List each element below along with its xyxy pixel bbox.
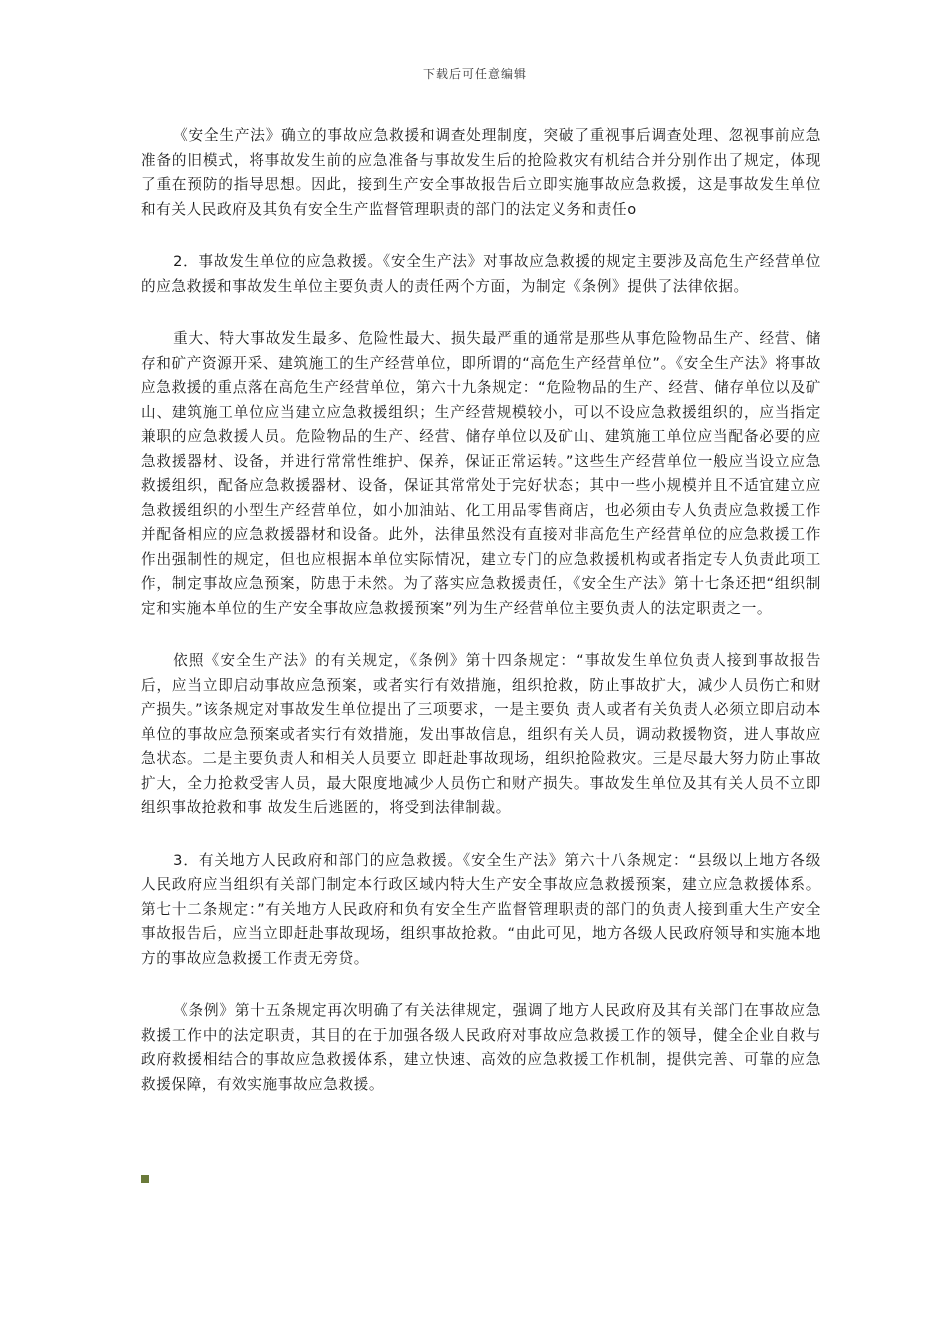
paragraph-2: 2．事故发生单位的应急救援。《安全生产法》对事故应急救援的规定主要涉及高危生产经营单位的应急救援和事故发生单位主要负责人的责任两个方面，为制定《条例》提供了法律依据。 <box>141 253 821 295</box>
paragraph-5: 3．有关地方人民政府和部门的应急救援。《安全生产法》第六十八条规定：“县级以上地方各级人民政府应当组织有关部门制定本行政区域内特大生产安全事故应急救援预案，建立应急救援体系。第七十二条规定：”有关地方人民政府和负有安全生产监督管理职责的部门的负责人接到重大生产安全事故报告后，应当立即赶赴事故现场，组织事故抢救。“由此可见，地方各级人民政府领导和实施本地方的事故应急救援工作责无旁贷。 <box>141 851 821 967</box>
footer-mark-icon <box>141 1175 149 1183</box>
paragraph-6: 《条例》第十五条规定再次明确了有关法律规定，强调了地方人民政府及其有关部门在事故应急救援工作中的法定职责，其目的在于加强各级人民政府对事故应急救援工作的领导，健全企业自救与政府救援相结合的事故应急救援体系，建立快速、高效的应急救援工作机制，提供完善、可靠的应急救援保障，有效实施事故应急救援。 <box>141 1002 821 1093</box>
document-body <box>141 124 821 1125</box>
paragraph-4: 依照《安全生产法》的有关规定，《条例》第十四条规定：“事故发生单位负责人接到事故报告后，应当立即启动事故应急预案，或者实行有效措施，组织抢救，防止事故扩大，减少人员伤亡和财产损失。”该条规定对事故发生单位提出了三项要求，一是主要负 责人或者有关负责人必须立即启动本单位的事故应急预案或者实行有效措施，发出事故信息，组织有关人员，调动救援物资，进人事故应急状态。二是主要负责人和相关人员要立 即赶赴事故现场，组织抢险救灾。三是尽最大努力防止事故扩大，全力抢救受害人员，最大限度地减少人员伤亡和财产损失。事故发生单位及其有关人员不立即组织事故抢救和事 故发生后逃匿的，将受到法律制裁。 <box>141 652 821 816</box>
paragraph-3: 重大、特大事故发生最多、危险性最大、损失最严重的通常是那些从事危险物品生产、经营、储存和矿产资源开采、建筑施工的生产经营单位，即所谓的“高危生产经营单位”。《安全生产法》将事故应急救援的重点落在高危生产经营单位，第六十九条规定：“危险物品的生产、经营、储存单位以及矿山、建筑施工单位应当建立应急救援组织；生产经营规模较小，可以不设应急救援组织的，应当指定兼职的应急救援人员。危险物品的生产、经营、储存单位以及矿山、建筑施工单位应当配备必要的应急救援器材、设备，并进行常常性维护、保养，保证正常运转。”这些生产经营单位一般应当设立应急救援组织，配备应急救援器材、设备，保证其常常处于完好状态；其中一些小规模并且不适宜建立应急救援组织的小型生产经营单位，如小加油站、化工用品零售商店，也必须由专人负责应急救援工作并配备相应的应急救援器材和设备。此外，法律虽然没有直接对非高危生产经营单位的应急救援工作作出强制性的规定，但也应根据本单位实际情况，建立专门的应急救援机构或者指定专人负责此项工作，制定事故应急预案，防患于未然。为了落实应急救援责任，《安全生产法》第十七条还把“组织制定和实施本单位的生产安全事故应急救援预案”列为生产经营单位主要负责人的法定职责之一。 <box>141 330 821 617</box>
page-header: 下载后可任意编辑 <box>422 67 527 81</box>
paragraph-1: 《安全生产法》确立的事故应急救援和调查处理制度，突破了重视事后调查处理、忽视事前应急准备的旧模式，将事故发生前的应急准备与事故发生后的抢险救灾有机结合并分别作出了规定，体现了重在预防的指导思想。因此，接到生产安全事故报告后立即实施事故应急救援，这是事故发生单位和有关人民政府及其负有安全生产监督管理职责的部门的法定义务和责任o <box>141 127 821 218</box>
